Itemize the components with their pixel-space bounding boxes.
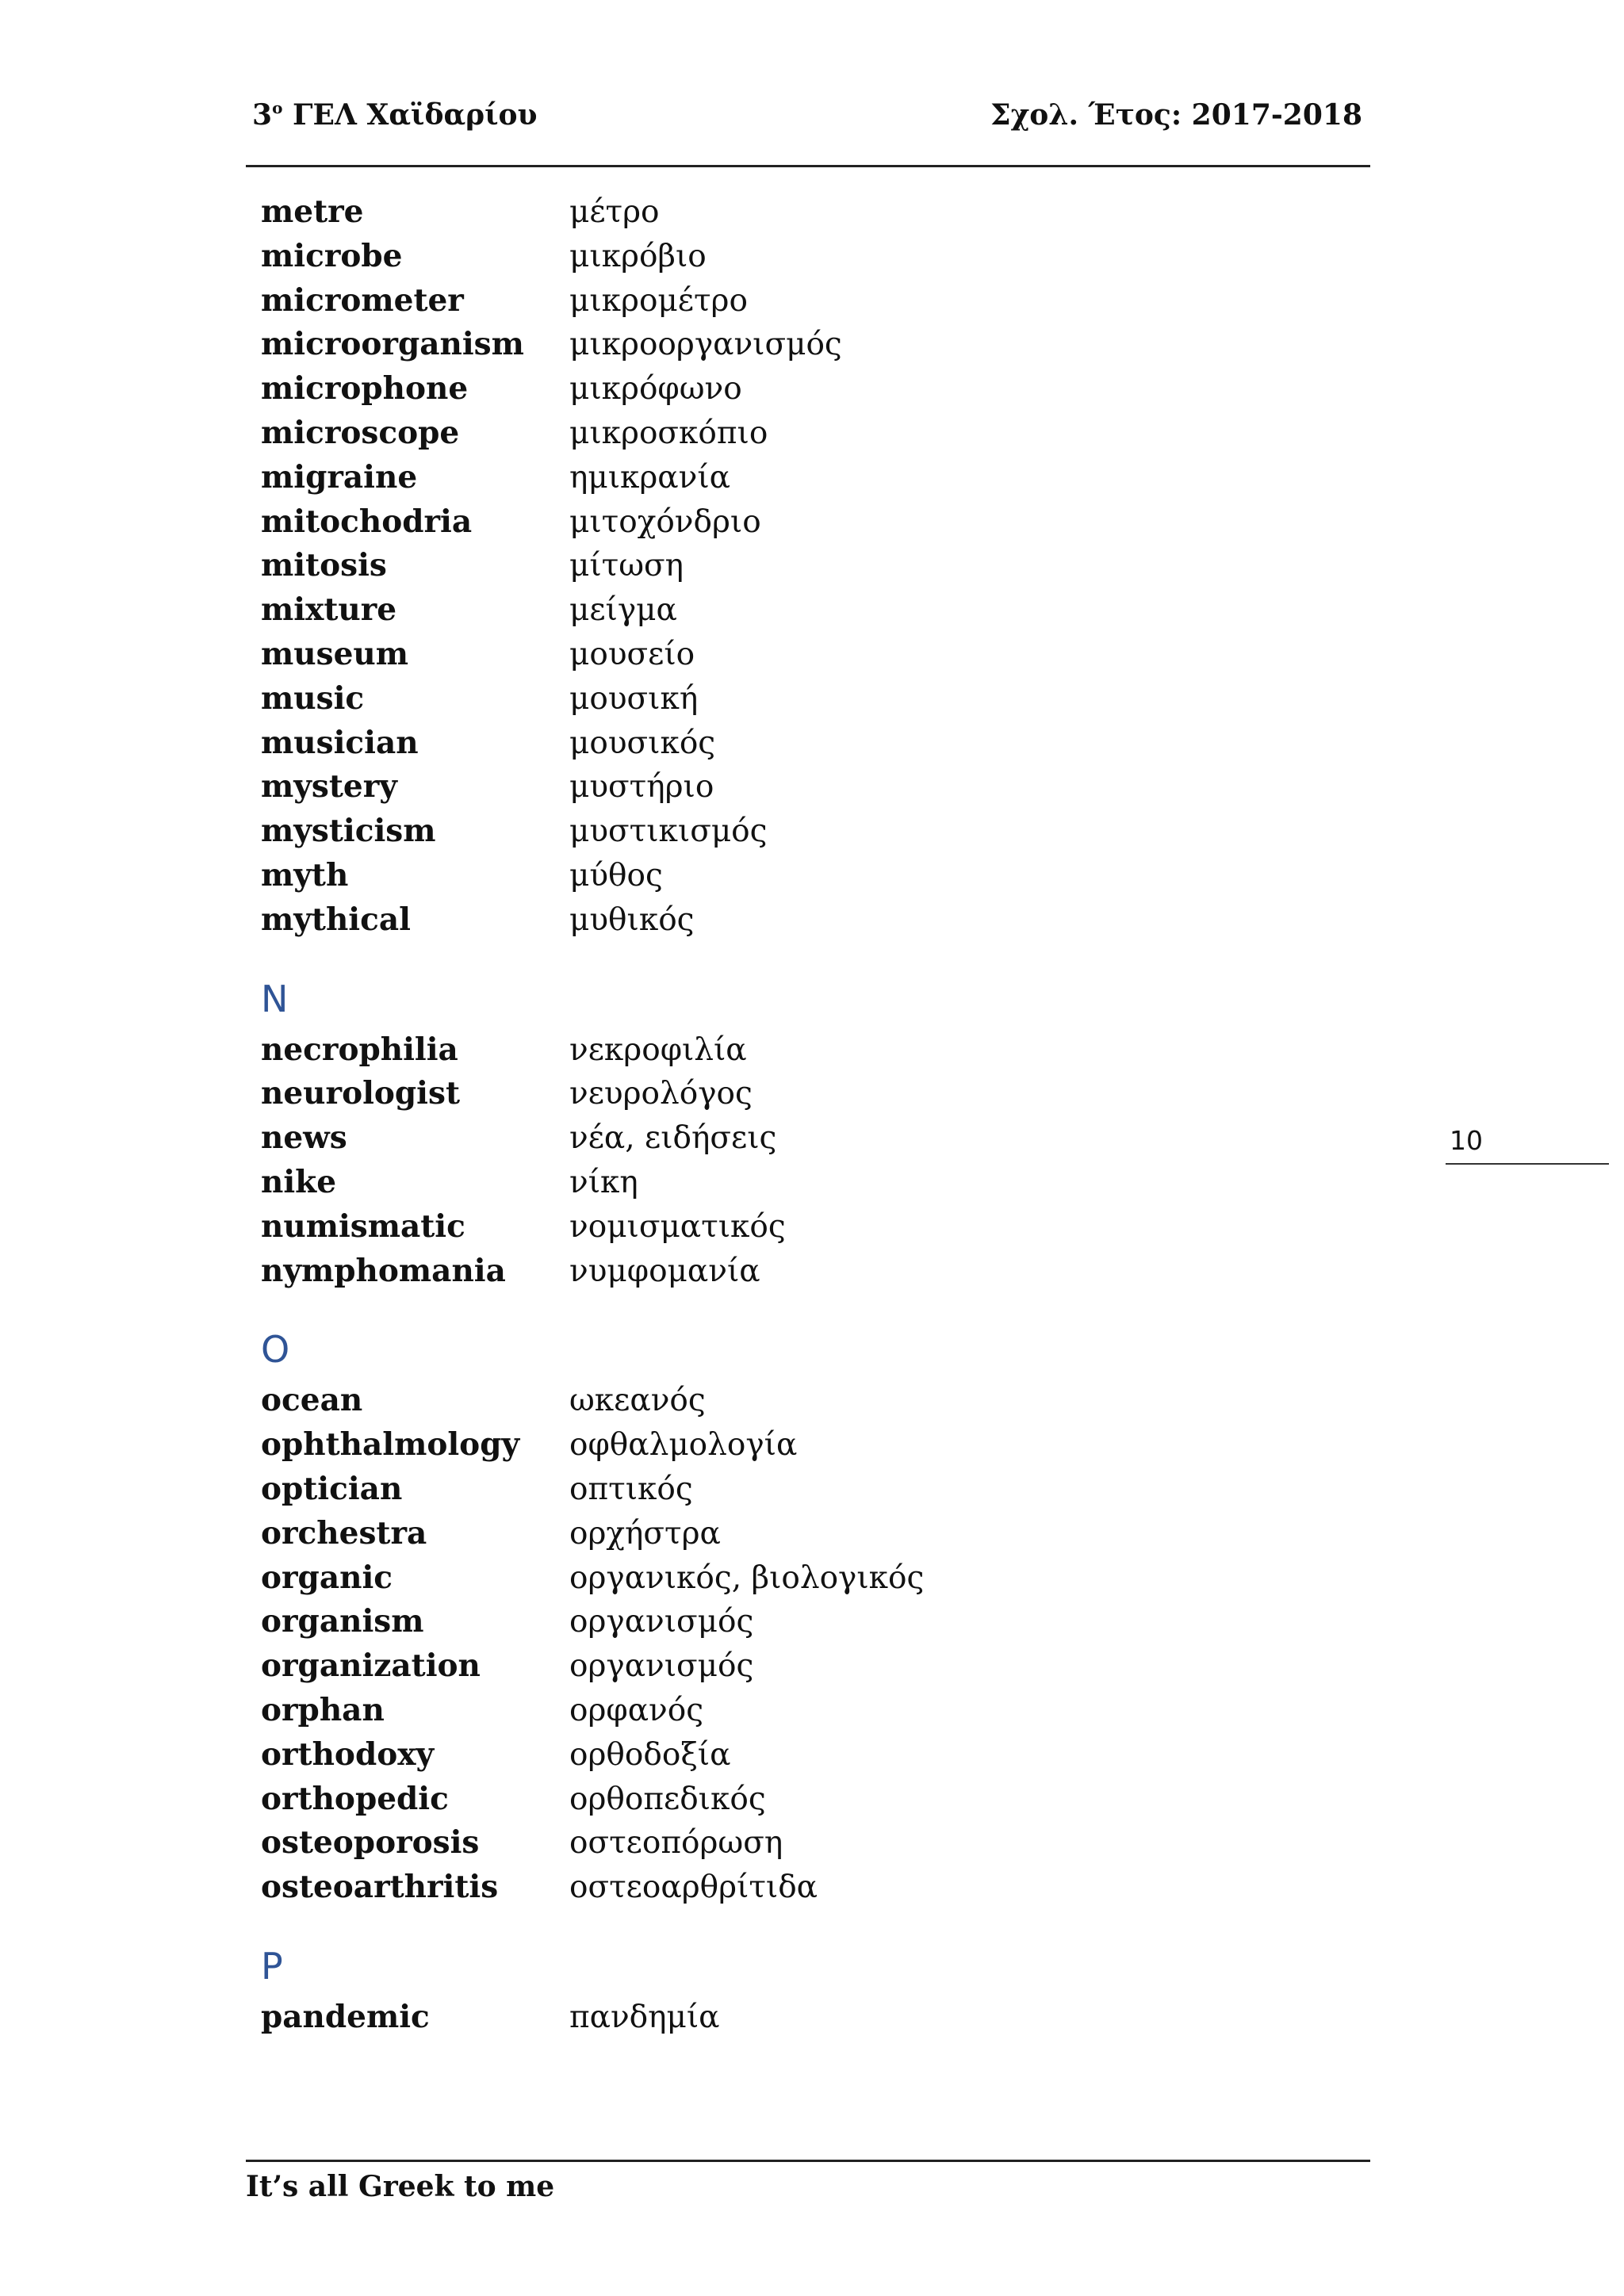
entry-translation: μουσική xyxy=(569,680,699,717)
entry-translation: ορφανός xyxy=(569,1692,704,1728)
entry-translation: μύθος xyxy=(569,857,663,894)
glossary-entry xyxy=(261,1468,1292,1512)
glossary xyxy=(261,190,1292,2040)
entry-translation: μικρόφωνο xyxy=(569,371,742,408)
entry-term: mixture xyxy=(261,591,397,629)
glossary-entry xyxy=(261,367,1292,411)
entry-term: organic xyxy=(261,1559,393,1596)
glossary-entry xyxy=(261,1205,1292,1249)
page-header xyxy=(246,94,1370,167)
entry-translation: οπτικός xyxy=(569,1471,693,1507)
school-number: 3 xyxy=(252,98,273,132)
glossary-entry xyxy=(261,1644,1292,1689)
glossary-entry xyxy=(261,1379,1292,1423)
entry-translation: μικροσκόπιο xyxy=(569,415,768,451)
section-letter-heading: N xyxy=(261,977,289,1020)
entry-translation: νυμφομανία xyxy=(569,1253,760,1289)
glossary-entry xyxy=(261,1116,1292,1161)
glossary-entry xyxy=(261,1249,1292,1294)
glossary-entry xyxy=(261,235,1292,279)
page-number-text: 10 xyxy=(1450,1125,1483,1156)
entry-translation: μουσείο xyxy=(569,636,695,672)
glossary-entry xyxy=(261,677,1292,721)
glossary-entry xyxy=(261,1821,1292,1866)
entry-term: mitosis xyxy=(261,547,387,584)
entry-translation: νευρολόγος xyxy=(569,1076,753,1112)
glossary-entry xyxy=(261,633,1292,677)
glossary-entry xyxy=(261,1600,1292,1644)
entry-translation: ορχήστρα xyxy=(569,1515,721,1552)
glossary-entry xyxy=(261,1777,1292,1822)
entry-translation: ορθοδοξία xyxy=(569,1736,731,1773)
entry-term: mythical xyxy=(261,901,411,938)
entry-term: music xyxy=(261,679,365,717)
entry-term: mitochodria xyxy=(261,503,473,540)
entry-translation: μίτωση xyxy=(569,548,684,584)
entry-term: microbe xyxy=(261,237,403,274)
school-year: Σχολ. Έτος: 2017-2018 xyxy=(990,98,1362,132)
entry-translation: οστεοπόρωση xyxy=(569,1825,783,1862)
entry-term: orthopedic xyxy=(261,1780,449,1817)
glossary-entry xyxy=(261,279,1292,323)
glossary-entry xyxy=(261,1689,1292,1733)
glossary-section xyxy=(261,977,1292,1294)
entry-translation: πανδημία xyxy=(569,1999,720,2035)
entry-translation: οργανισμός xyxy=(569,1604,754,1640)
entry-term: mystery xyxy=(261,768,397,806)
entry-translation: μικρόβιο xyxy=(569,238,707,274)
entry-translation: μουσικός xyxy=(569,725,716,761)
entry-translation: μικροοργανισμός xyxy=(569,327,842,363)
entry-term: pandemic xyxy=(261,1998,430,2035)
entry-term: orchestra xyxy=(261,1514,427,1552)
entry-term: organization xyxy=(261,1647,481,1685)
entry-translation: οστεοαρθρίτιδα xyxy=(569,1869,818,1906)
glossary-entry xyxy=(261,1866,1292,1910)
entry-translation: μυθικός xyxy=(569,901,695,938)
glossary-entry xyxy=(261,1028,1292,1073)
entry-term: musician xyxy=(261,724,419,761)
glossary-entry xyxy=(261,544,1292,588)
entry-translation: ορθοπεδικός xyxy=(569,1781,766,1817)
glossary-entry xyxy=(261,1512,1292,1556)
entry-term: metre xyxy=(261,193,364,230)
entry-translation: νέα, ειδήσεις xyxy=(569,1120,777,1157)
glossary-entry xyxy=(261,898,1292,943)
glossary-entry xyxy=(261,1423,1292,1468)
entry-term: orphan xyxy=(261,1691,385,1728)
entry-term: ocean xyxy=(261,1382,363,1419)
entry-term: osteoporosis xyxy=(261,1824,480,1862)
glossary-entry xyxy=(261,854,1292,898)
entry-translation: μείγμα xyxy=(569,592,677,629)
glossary-entry xyxy=(261,1556,1292,1601)
entry-term: news xyxy=(261,1119,347,1157)
school-name-text: ΓΕΛ Χαϊδαρίου xyxy=(292,98,538,132)
glossary-entry xyxy=(261,1996,1292,2040)
entry-translation: νεκροφιλία xyxy=(569,1031,747,1068)
entry-term: neurologist xyxy=(261,1075,460,1112)
entry-term: organism xyxy=(261,1603,424,1640)
glossary-entry xyxy=(261,323,1292,367)
entry-translation: οφθαλμολογία xyxy=(569,1427,798,1464)
entry-term: ophthalmology xyxy=(261,1426,520,1464)
entry-term: museum xyxy=(261,635,409,672)
entry-term: migraine xyxy=(261,458,418,496)
school-name xyxy=(252,98,538,132)
entry-translation: μυστήριο xyxy=(569,769,714,806)
glossary-entry xyxy=(261,1733,1292,1777)
glossary-section xyxy=(261,1944,1292,2040)
page-footer xyxy=(246,2160,1370,2203)
entry-term: orthodoxy xyxy=(261,1735,435,1773)
glossary-entry xyxy=(261,1161,1292,1205)
section-letter-heading: P xyxy=(261,1944,283,1988)
entry-term: microorganism xyxy=(261,326,524,363)
entry-term: nike xyxy=(261,1163,337,1200)
entry-translation: ωκεανός xyxy=(569,1383,706,1419)
glossary-entry xyxy=(261,721,1292,766)
entry-translation: οργανικός, βιολογικός xyxy=(569,1559,925,1596)
entry-term: numismatic xyxy=(261,1207,465,1245)
glossary-entry xyxy=(261,809,1292,854)
page-number xyxy=(1446,1120,1609,1165)
glossary-section xyxy=(261,1327,1292,1910)
entry-translation: μέτρο xyxy=(569,194,660,230)
glossary-entry xyxy=(261,1072,1292,1116)
school-ordinal: ο xyxy=(272,98,283,117)
glossary-entry xyxy=(261,500,1292,545)
entry-translation: μιτοχόνδριο xyxy=(569,503,761,540)
entry-term: micrometer xyxy=(261,281,464,319)
entry-translation: μικρομέτρο xyxy=(569,282,748,319)
entry-term: microphone xyxy=(261,370,469,408)
entry-translation: νομισματικός xyxy=(569,1208,786,1245)
footer-text: It’s all Greek to me xyxy=(246,2170,555,2203)
entry-term: microscope xyxy=(261,414,460,451)
entry-term: mysticism xyxy=(261,813,436,850)
entry-translation: οργανισμός xyxy=(569,1648,754,1685)
glossary-entry xyxy=(261,588,1292,633)
section-letter-heading: O xyxy=(261,1328,290,1372)
glossary-entry xyxy=(261,765,1292,809)
entry-translation: νίκη xyxy=(569,1164,638,1200)
glossary-entry xyxy=(261,411,1292,456)
entry-term: myth xyxy=(261,856,349,894)
glossary-section xyxy=(261,190,1292,943)
glossary-entry xyxy=(261,190,1292,235)
entry-translation: ημικρανία xyxy=(569,459,730,496)
glossary-entry xyxy=(261,456,1292,500)
entry-translation: μυστικισμός xyxy=(569,813,768,850)
entry-term: optician xyxy=(261,1470,403,1507)
entry-term: osteoarthritis xyxy=(261,1869,499,1906)
entry-term: nymphomania xyxy=(261,1252,506,1289)
entry-term: necrophilia xyxy=(261,1031,458,1068)
